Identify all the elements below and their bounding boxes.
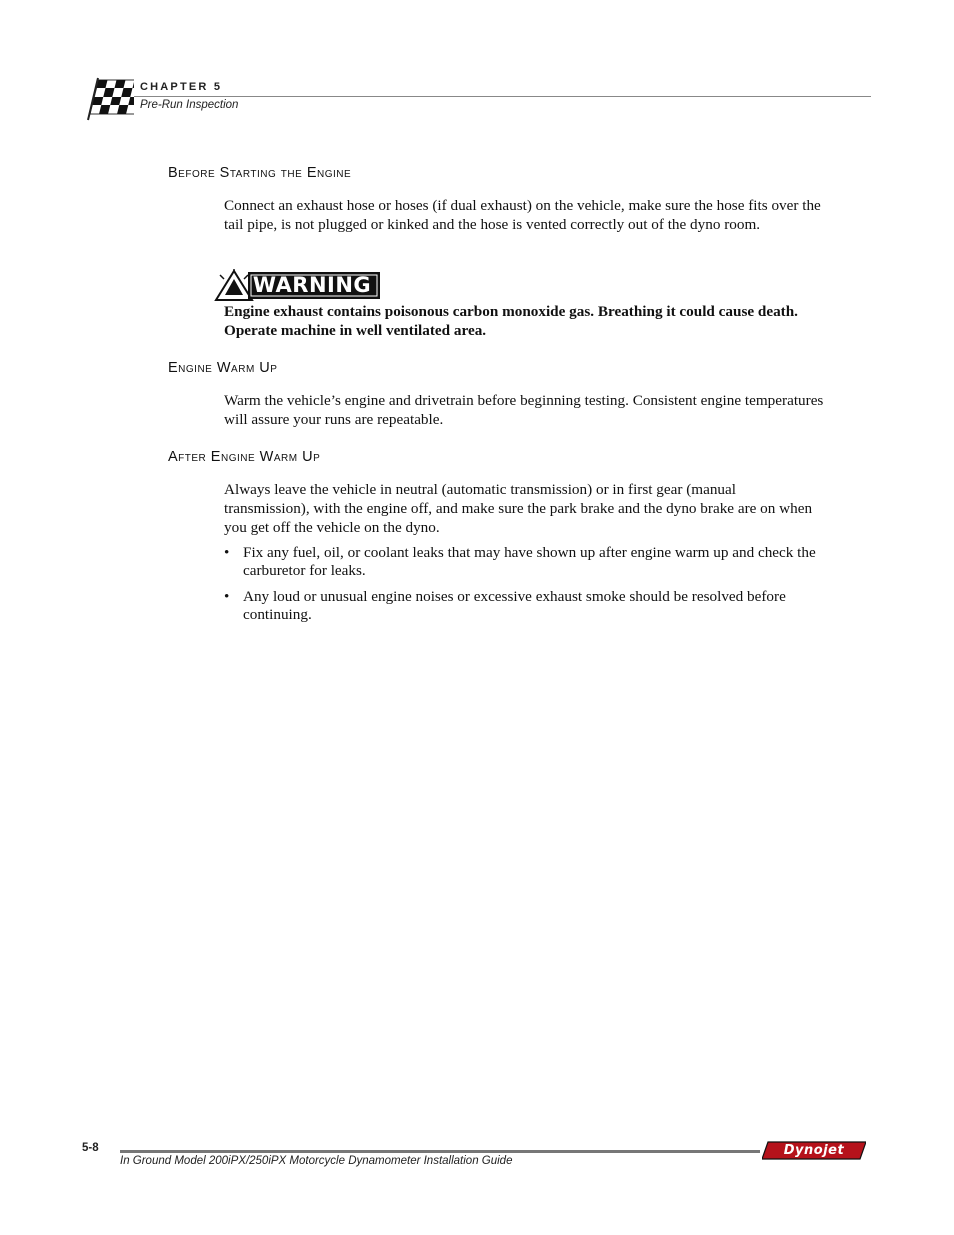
list-item-text: Any loud or unusual engine noises or excessive exhaust smoke should be resolved before continuing. (243, 588, 786, 623)
page-number: 5-8 (82, 1142, 99, 1154)
checkered-flag-icon (82, 74, 134, 122)
chapter-label: CHAPTER 5 (140, 81, 223, 93)
header-divider (134, 96, 871, 97)
list-item (224, 588, 824, 624)
section-heading-engine-warm-up: Engine Warm Up (168, 360, 278, 376)
bullet-list (224, 544, 824, 632)
warning-text: Engine exhaust contains poisonous carbon monoxide gas. Breathing it could cause death. Operate machine in well ventilated area. (224, 303, 798, 339)
list-item (224, 544, 824, 580)
warning-label: WARNING (252, 273, 372, 297)
section-paragraph-after-warm-up: Always leave the vehicle in neutral (automatic transmission) or in first gear (manual transmission), with the engine off, and make sure the park brake and the dyno brake are on when you get off the vehicle on the dyno. (224, 481, 813, 536)
section-paragraph-engine-warm-up: Warm the vehicle’s engine and drivetrain before beginning testing. Consistent engine temperatures will assure your runs are repeatable. (224, 392, 824, 428)
section-heading-before-starting: Before Starting the Engine (168, 165, 352, 181)
chapter-subtitle: Pre-Run Inspection (140, 99, 239, 111)
footer-title: In Ground Model 200iPX/250iPX Motorcycle Dynamometer Installation Guide (120, 1155, 513, 1167)
list-item-text: Fix any fuel, oil, or coolant leaks that may have shown up after engine warm up and check the carburetor for leaks. (243, 544, 816, 579)
dynojet-logo-text: Dynojet (783, 1143, 845, 1158)
footer-divider (120, 1150, 760, 1153)
bullet-icon: • (224, 544, 230, 561)
section-paragraph-before-starting: Connect an exhaust hose or hoses (if dual exhaust) on the vehicle, make sure the hose fits over the tail pipe, is not plugged or kinked and the hose is vented correctly out of the dyno room. (224, 197, 821, 233)
bullet-icon: • (224, 588, 230, 605)
section-heading-after-warm-up: After Engine Warm Up (168, 449, 321, 465)
